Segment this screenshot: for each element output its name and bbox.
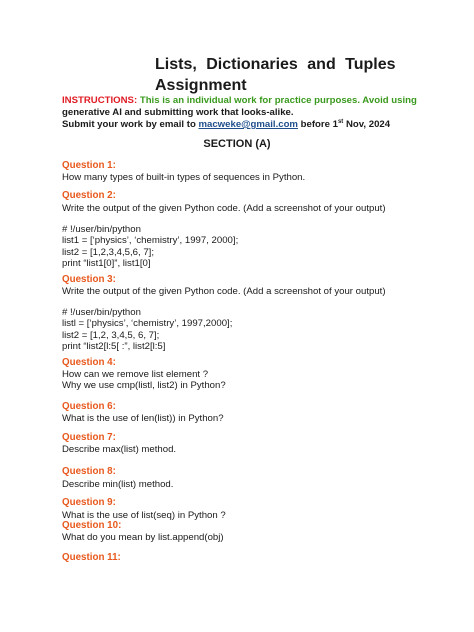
section-title: SECTION (A) [203,138,271,150]
question-text: How many types of built-in types of sequences in Python. [62,172,306,183]
question-title: Question 8: [62,466,116,477]
code-line: list2 = [1,2, 3,4,5, 6, 7]; [62,330,160,341]
code-line: print “list2[l:5[ :”, list2[l:5] [62,341,166,352]
code-line: # !/user/bin/python [62,224,141,235]
instructions-text2: generative AI and submitting work that looks-alike. [62,107,294,118]
question-title: Question 2: [62,190,116,201]
question-text: What is the use of list(seq) in Python ? [62,510,226,521]
question-title: Question 7: [62,432,116,443]
document-title-line2: Assignment [155,77,247,94]
question-text: How can we remove list element ? [62,369,209,380]
question-text: What do you mean by list.append(obj) [62,532,224,543]
code-line: print “list1[0]”, list1[0] [62,258,151,269]
code-line: list2 = [1,2,3,4,5,6, 7]; [62,247,154,258]
instructions-line1 [62,95,417,107]
instructions-text1: This is an individual work for practice purposes. Avoid using [139,95,417,106]
submit-line [62,119,390,131]
code-line: list1 = [‘physics’, ‘chemistry’, 1997, 2000]; [62,235,239,246]
question-title: Question 1: [62,160,116,171]
document-title-line1: Lists, Dictionaries and Tuples [155,56,396,73]
question-text: Describe max(list) method. [62,444,177,455]
question-title: Question 10: [62,520,122,531]
email-link[interactable]: macweke@gmail.com [198,119,298,130]
question-text: Why we use cmp(listl, list2) in Python? [62,380,226,391]
code-line: listl = [‘physics’, ‘chemistry’, 1997,2000]; [62,318,233,329]
due-sup: st [337,118,344,125]
question-title: Question 9: [62,497,116,508]
question-title: Question 11: [62,552,121,563]
question-title: Question 6: [62,401,116,412]
code-line: # !/user/bin/python [62,307,141,318]
submit-prefix: Submit your work by email to [62,119,196,130]
question-text: What is the use of len(list)) in Python? [62,413,224,424]
instructions-label: INSTRUCTIONS: [62,95,138,106]
question-title: Question 3: [62,274,116,285]
question-text: Write the output of the given Python code. (Add a screenshot of your output) [62,203,386,214]
question-text: Write the output of the given Python code. (Add a screenshot of your output) [62,286,386,297]
due-date: Nov, 2024 [345,119,391,130]
question-title: Question 4: [62,357,116,368]
due-before: before 1 [300,119,338,130]
question-text: Describe min(list) method. [62,479,174,490]
